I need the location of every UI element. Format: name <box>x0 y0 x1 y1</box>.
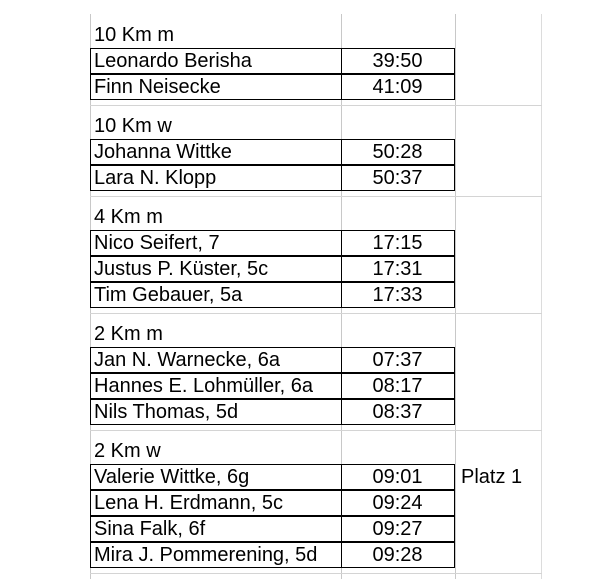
finish-time: 17:33 <box>341 282 455 308</box>
grid-row-line <box>90 313 542 314</box>
grid-row-line <box>90 196 542 197</box>
finish-time: 39:50 <box>341 48 455 74</box>
result-row <box>0 490 600 516</box>
category-heading-row <box>0 113 600 139</box>
finish-time: 09:27 <box>341 516 455 542</box>
finish-time: 09:01 <box>341 464 455 490</box>
finish-time: 09:28 <box>341 542 455 568</box>
category-heading-row <box>0 321 600 347</box>
category-title: 10 Km w <box>94 115 172 137</box>
runner-name: Lara N. Klopp <box>90 165 342 191</box>
result-row <box>0 373 600 399</box>
runner-name: Hannes E. Lohmüller, 6a <box>90 373 342 399</box>
finish-time: 50:37 <box>341 165 455 191</box>
runner-name: Lena H. Erdmann, 5c <box>90 490 342 516</box>
result-row <box>0 48 600 74</box>
finish-time: 17:15 <box>341 230 455 256</box>
finish-time: 08:37 <box>341 399 455 425</box>
category-title: 10 Km m <box>94 24 175 46</box>
result-row <box>0 74 600 100</box>
finish-time: 17:31 <box>341 256 455 282</box>
runner-name: Tim Gebauer, 5a <box>90 282 342 308</box>
finish-time: 41:09 <box>341 74 455 100</box>
runner-name: Nils Thomas, 5d <box>90 399 342 425</box>
result-row <box>0 282 600 308</box>
runner-name: Valerie Wittke, 6g <box>90 464 342 490</box>
category-title: 4 Km m <box>94 206 163 228</box>
runner-name: Finn Neisecke <box>90 74 342 100</box>
placement-note: Platz 1 <box>461 466 523 488</box>
category-heading-row <box>0 22 600 48</box>
finish-time: 09:24 <box>341 490 455 516</box>
result-row <box>0 230 600 256</box>
grid-row-line <box>90 573 542 574</box>
runner-name: Johanna Wittke <box>90 139 342 165</box>
result-row <box>0 542 600 568</box>
result-row <box>0 139 600 165</box>
finish-time: 50:28 <box>341 139 455 165</box>
category-heading-row <box>0 204 600 230</box>
result-row <box>0 256 600 282</box>
finish-time: 07:37 <box>341 347 455 373</box>
grid-row-line <box>90 105 542 106</box>
result-row <box>0 165 600 191</box>
result-row <box>0 516 600 542</box>
category-heading-row <box>0 438 600 464</box>
grid-row-line <box>90 430 542 431</box>
finish-time: 08:17 <box>341 373 455 399</box>
runner-name: Nico Seifert, 7 <box>90 230 342 256</box>
runner-name: Mira J. Pommerening, 5d <box>90 542 342 568</box>
result-row <box>0 399 600 425</box>
runner-name: Justus P. Küster, 5c <box>90 256 342 282</box>
result-row <box>0 347 600 373</box>
category-title: 2 Km m <box>94 323 163 345</box>
runner-name: Sina Falk, 6f <box>90 516 342 542</box>
category-title: 2 Km w <box>94 440 161 462</box>
runner-name: Jan N. Warnecke, 6a <box>90 347 342 373</box>
runner-name: Leonardo Berisha <box>90 48 342 74</box>
result-row <box>0 464 600 490</box>
